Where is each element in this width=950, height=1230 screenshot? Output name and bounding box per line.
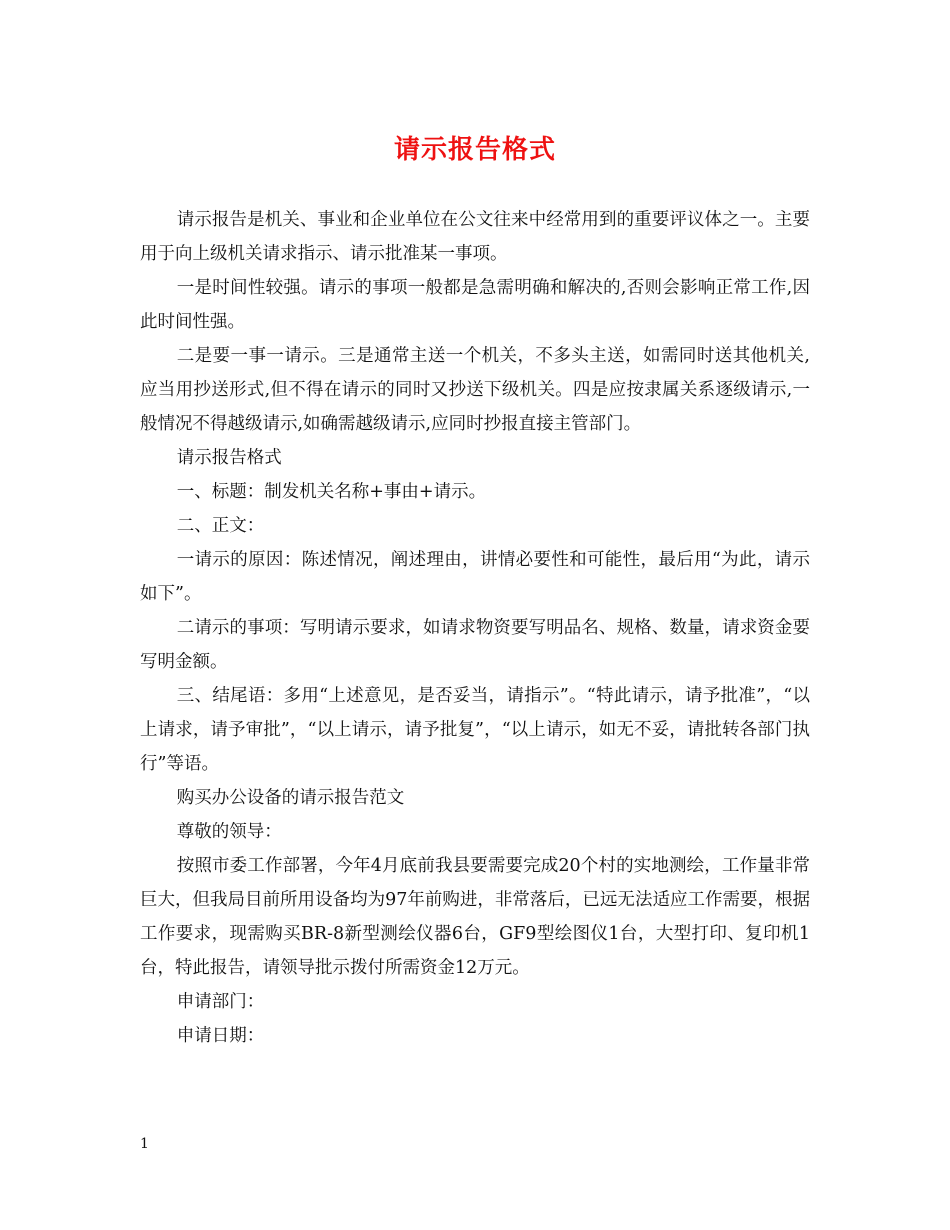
paragraph-point-two: 二是要一事一请示。三是通常主送一个机关，不多头主送，如需同时送其他机关,应当用抄送形式,但不得在请示的同时又抄送下级机关。四是应按隶属关系逐级请示,一般情况不得越级请示,如确需越级请示,应同时抄报直接主管部门。 (140, 346, 810, 434)
paragraph-title-rule: 一、标题：制发机关名称+事由+请示。 (176, 482, 487, 502)
document-body (140, 203, 810, 1053)
paragraph-salutation: 尊敬的领导： (176, 822, 282, 842)
paragraph-sample-heading: 购买办公设备的请示报告范文 (176, 788, 405, 808)
paragraph-department: 申请部门： (176, 992, 265, 1012)
paragraph-body-heading: 二、正文： (176, 516, 265, 536)
paragraph-intro: 请示报告是机关、事业和企业单位在公文往来中经常用到的重要评议体之一。主要用于向上级机关请求指示、请示批准某一事项。 (140, 210, 810, 264)
paragraph-sample-body: 按照市委工作部署，今年4月底前我县要需要完成20个村的实地测绘，工作量非常巨大，但我局目前所用设备均为97年前购进，非常落后，已远无法适应工作需要，根据工作要求，现需购买BR-8新型测绘仪器6台，GF9型绘图仪1台，大型打印、复印机1台，特此报告，请领导批示拨付所需资金12万元。 (140, 856, 810, 978)
paragraph-matters: 二请示的事项：写明请示要求，如请求物资要写明品名、规格、数量，请求资金要写明金额。 (140, 618, 810, 672)
paragraph-reason: 一请示的原因：陈述情况，阐述理由，讲情必要性和可能性，最后用“为此，请示如下”。 (140, 550, 810, 604)
document-title: 请示报告格式 (393, 135, 556, 165)
paragraph-closing: 三、结尾语：多用“上述意见，是否妥当，请指示”。“特此请示，请予批准”，“以上请求，请予审批”，“以上请示，请予批复”，“以上请示，如无不妥，请批转各部门执行”等语。 (140, 686, 810, 774)
page-number: 1 (140, 1136, 149, 1152)
paragraph-date: 申请日期： (176, 1026, 265, 1046)
paragraph-point-one: 一是时间性较强。请示的事项一般都是急需明确和解决的,否则会影响正常工作,因此时间性强。 (140, 278, 810, 332)
paragraph-format-heading: 请示报告格式 (176, 448, 282, 468)
